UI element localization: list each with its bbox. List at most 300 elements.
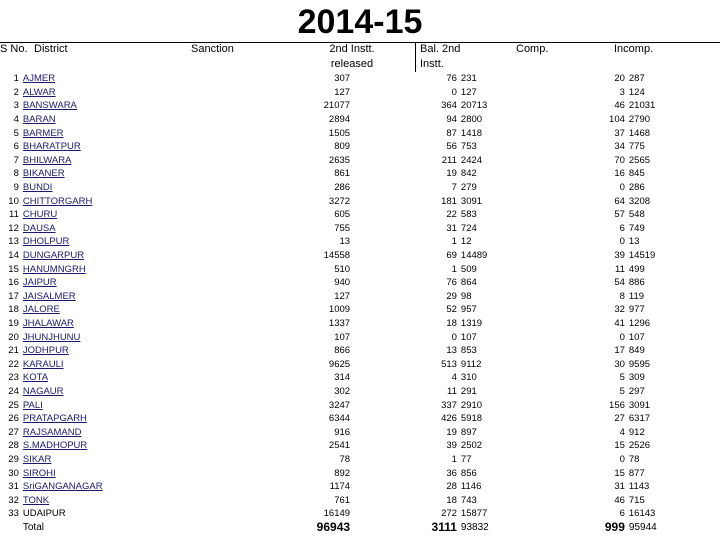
- row-balance: 1418: [460, 127, 483, 139]
- row-comp: 0: [619, 182, 625, 194]
- row-incomp: 3091: [628, 399, 651, 411]
- row-comp: 34: [614, 141, 625, 153]
- row-sno: 1: [13, 73, 19, 85]
- row-district-link[interactable]: DAUSA: [22, 222, 56, 234]
- row-incomp: 286: [628, 182, 645, 194]
- row-district: [21, 439, 156, 453]
- total-spacer: [156, 521, 245, 535]
- row-second-installment: 29: [446, 290, 457, 302]
- row-balance: 583: [460, 209, 477, 221]
- header-divider: [415, 42, 416, 72]
- row-spacer: [156, 222, 245, 236]
- row-district-link[interactable]: CHITTORGARH: [22, 195, 93, 207]
- row-district: [21, 330, 156, 344]
- row-district: [21, 493, 156, 507]
- row-sno: 13: [8, 236, 19, 248]
- row-comp: 6: [619, 508, 625, 520]
- row-district-link[interactable]: SriGANGANAGAR: [22, 481, 103, 493]
- row-spacer: [156, 194, 245, 208]
- row-second-installment: 19: [446, 426, 457, 438]
- row-sno: 10: [8, 195, 19, 207]
- row-spacer: [156, 181, 245, 195]
- table-row: [0, 453, 720, 467]
- row-district-link[interactable]: SIROHI: [22, 467, 56, 479]
- table-row: [0, 208, 720, 222]
- row-incomp: 21031: [628, 100, 656, 112]
- header-district: District: [34, 43, 68, 55]
- row-sno: 22: [8, 358, 19, 370]
- row-spacer: [156, 167, 245, 181]
- table-row: [0, 113, 720, 127]
- row-sanction: 605: [334, 209, 351, 221]
- row-incomp: 2526: [628, 440, 651, 452]
- total-incomp: 95944: [628, 521, 657, 533]
- row-second-installment: 1: [451, 263, 457, 275]
- row-spacer: [156, 466, 245, 480]
- row-incomp: 297: [628, 385, 645, 397]
- row-district-link[interactable]: JALORE: [22, 304, 60, 316]
- row-spacer: [156, 453, 245, 467]
- row-spacer: [156, 330, 245, 344]
- row-balance: 77: [460, 453, 472, 465]
- row-second-installment: 18: [446, 317, 457, 329]
- row-district: [21, 425, 156, 439]
- row-incomp: 78: [628, 453, 640, 465]
- row-spacer: [156, 344, 245, 358]
- total-balance: 93832: [460, 521, 489, 533]
- row-comp: 11: [615, 263, 625, 275]
- row-second-installment: 69: [446, 250, 457, 262]
- row-second-installment: 364: [441, 100, 457, 112]
- row-comp: 64: [614, 195, 625, 207]
- row-incomp: 2565: [628, 154, 651, 166]
- row-district-link[interactable]: DHOLPUR: [22, 236, 70, 248]
- row-incomp: 775: [628, 141, 645, 153]
- row-sanction: 107: [334, 331, 351, 343]
- row-district-link[interactable]: JHUNJHUNU: [22, 331, 81, 343]
- row-sanction: 809: [334, 141, 351, 153]
- row-comp: 5: [619, 385, 625, 397]
- row-balance: 2502: [460, 440, 483, 452]
- row-second-installment: 426: [441, 413, 457, 425]
- header-sanction: Sanction: [191, 43, 234, 55]
- row-sno: 26: [8, 413, 19, 425]
- row-incomp: 849: [628, 345, 645, 357]
- row-sanction: 916: [334, 426, 351, 438]
- table-row: [0, 439, 720, 453]
- table-row: [0, 507, 720, 521]
- row-district-link[interactable]: BUNDI: [22, 182, 53, 194]
- header-second-installment: 2nd Instt. released: [329, 43, 375, 70]
- row-sno: 20: [8, 331, 19, 343]
- row-second-installment: 76: [446, 73, 457, 85]
- row-balance: 310: [460, 372, 477, 384]
- row-incomp: 977: [628, 304, 645, 316]
- row-spacer: [156, 507, 245, 521]
- row-balance: 864: [460, 277, 477, 289]
- row-comp: 16: [614, 168, 625, 180]
- row-sanction: 3247: [328, 399, 351, 411]
- row-sno: 8: [13, 168, 19, 180]
- row-sanction: 892: [334, 467, 351, 479]
- table-row: [0, 371, 720, 385]
- row-comp: 57: [614, 209, 625, 221]
- table-row: [0, 344, 720, 358]
- row-incomp: 119: [628, 290, 645, 302]
- row-incomp: 499: [628, 263, 645, 275]
- row-district-link[interactable]: BHARATPUR: [22, 141, 81, 153]
- row-district: [21, 249, 156, 263]
- row-balance: 842: [460, 168, 477, 180]
- total-comp: 999: [604, 520, 625, 534]
- row-comp: 32: [614, 304, 625, 316]
- row-incomp: 715: [628, 494, 645, 506]
- row-comp: 0: [619, 331, 625, 343]
- row-district-link[interactable]: KARAULI: [22, 358, 64, 370]
- row-comp: 0: [619, 453, 625, 465]
- row-sanction: 78: [339, 453, 351, 465]
- row-sno: 14: [8, 250, 19, 262]
- row-sno: 11: [9, 209, 19, 221]
- row-incomp: 886: [628, 277, 645, 289]
- row-district: [21, 222, 156, 236]
- row-balance: 1146: [460, 481, 482, 493]
- row-district: UDAIPUR: [22, 508, 66, 520]
- row-district-link[interactable]: TONK: [22, 494, 50, 506]
- row-district: [21, 453, 156, 467]
- row-district: [21, 398, 156, 412]
- row-comp: 104: [609, 114, 625, 126]
- row-spacer: [156, 317, 245, 331]
- row-comp: 70: [614, 154, 625, 166]
- row-district-link[interactable]: CHURU: [22, 209, 58, 221]
- row-district-link[interactable]: BARAN: [22, 114, 56, 126]
- row-balance: 107: [460, 331, 477, 343]
- row-incomp: 845: [628, 168, 645, 180]
- table-row: [0, 222, 720, 236]
- row-spacer: [156, 86, 245, 100]
- row-spacer: [156, 385, 245, 399]
- row-comp: 156: [609, 399, 625, 411]
- row-second-installment: 0: [451, 331, 457, 343]
- row-spacer: [156, 493, 245, 507]
- table-row: [0, 398, 720, 412]
- row-district-link[interactable]: NAGAUR: [22, 385, 64, 397]
- row-sno: 7: [13, 154, 19, 166]
- row-incomp: 548: [628, 209, 645, 221]
- table-body: [0, 72, 720, 534]
- row-sanction: 2541: [328, 440, 351, 452]
- row-spacer: [156, 113, 245, 127]
- row-sno: 2: [13, 86, 19, 98]
- row-sanction: 1505: [328, 127, 351, 139]
- row-balance: 15877: [460, 508, 488, 520]
- row-sanction: 510: [334, 263, 351, 275]
- total-label: Total: [22, 521, 44, 533]
- row-sanction: 3272: [328, 195, 351, 207]
- row-district-link[interactable]: BHILWARA: [22, 154, 72, 166]
- row-district-link[interactable]: JODHPUR: [22, 345, 69, 357]
- table-row: [0, 385, 720, 399]
- row-district-link[interactable]: SIKAR: [22, 453, 52, 465]
- row-comp: 31: [614, 481, 625, 493]
- row-second-installment: 39: [446, 440, 457, 452]
- row-spacer: [156, 412, 245, 426]
- row-second-installment: 4: [451, 372, 457, 384]
- row-spacer: [156, 208, 245, 222]
- row-district-link[interactable]: ALWAR: [22, 86, 56, 98]
- table-row: [0, 276, 720, 290]
- row-district-link[interactable]: JHALAWAR: [22, 317, 74, 329]
- row-sno: 3: [13, 100, 19, 112]
- total-sanction: 96943: [316, 520, 351, 534]
- row-sanction: 861: [334, 168, 351, 180]
- total-sno: [0, 521, 21, 535]
- row-district: [21, 344, 156, 358]
- row-incomp: 9595: [628, 358, 651, 370]
- header-incomp: Incomp.: [614, 43, 654, 55]
- row-sanction: 302: [334, 385, 351, 397]
- row-comp: 5: [619, 372, 625, 384]
- row-district: [21, 154, 156, 168]
- row-comp: 15: [614, 440, 625, 452]
- row-second-installment: 1: [451, 236, 457, 248]
- page-title: 2014-15: [297, 3, 423, 41]
- row-district-link[interactable]: BARMER: [22, 127, 64, 139]
- header-sno: S No.: [0, 43, 28, 55]
- row-balance: 231: [460, 73, 477, 85]
- row-second-installment: 28: [446, 481, 457, 493]
- row-district-link[interactable]: DUNGARPUR: [22, 250, 85, 262]
- row-sanction: 6344: [328, 413, 351, 425]
- table-row: [0, 126, 720, 140]
- row-district-link[interactable]: HANUMNGRH: [22, 263, 86, 275]
- row-spacer: [156, 276, 245, 290]
- row-balance: 853: [460, 345, 477, 357]
- row-district-link[interactable]: AJMER: [22, 73, 56, 85]
- table-row: [0, 480, 720, 494]
- row-incomp: 124: [628, 86, 645, 98]
- row-spacer: [156, 398, 245, 412]
- district-table: [0, 72, 720, 534]
- row-comp: 30: [614, 358, 625, 370]
- row-sanction: 1174: [329, 481, 351, 493]
- row-district-link[interactable]: PRATAPGARH: [22, 413, 87, 425]
- row-sno: 16: [8, 277, 19, 289]
- row-comp: 46: [614, 494, 625, 506]
- row-spacer: [156, 249, 245, 263]
- row-comp: 3: [619, 86, 625, 98]
- row-spacer: [156, 371, 245, 385]
- table-row: [0, 466, 720, 480]
- row-balance: 724: [460, 222, 477, 234]
- row-incomp: 3208: [628, 195, 651, 207]
- row-balance: 14489: [460, 250, 488, 262]
- row-sanction: 16149: [323, 508, 351, 520]
- row-district-link[interactable]: BANSWARA: [22, 100, 77, 112]
- row-sno: 18: [8, 304, 19, 316]
- row-second-installment: 0: [451, 86, 457, 98]
- row-comp: 39: [614, 250, 625, 262]
- row-comp: 20: [614, 73, 625, 85]
- row-district: [21, 167, 156, 181]
- row-comp: 4: [619, 426, 625, 438]
- row-spacer: [156, 290, 245, 304]
- row-second-installment: 31: [446, 222, 457, 234]
- row-district: [21, 276, 156, 290]
- row-district: [21, 99, 156, 113]
- table-row: [0, 290, 720, 304]
- row-sanction: 314: [334, 372, 351, 384]
- row-incomp: 16143: [628, 508, 656, 520]
- row-balance: 9112: [460, 358, 482, 370]
- row-spacer: [156, 235, 245, 249]
- row-second-installment: 11: [447, 385, 457, 397]
- table-row: [0, 140, 720, 154]
- row-sno: 17: [8, 290, 19, 302]
- row-balance: 2910: [460, 399, 483, 411]
- row-spacer: [156, 303, 245, 317]
- row-second-installment: 52: [446, 304, 457, 316]
- row-spacer: [156, 425, 245, 439]
- row-district-link[interactable]: JAIPUR: [22, 277, 57, 289]
- row-district: [21, 113, 156, 127]
- row-second-installment: 18: [446, 494, 457, 506]
- row-second-installment: 1: [451, 453, 457, 465]
- row-balance: 1319: [460, 317, 483, 329]
- total-second-installment: 3111: [431, 520, 457, 534]
- header-comp: Comp.: [516, 43, 549, 55]
- row-incomp: 13: [628, 236, 640, 248]
- row-district: [21, 317, 156, 331]
- row-comp: 17: [614, 345, 625, 357]
- row-sno: 19: [8, 317, 19, 329]
- row-balance: 20713: [460, 100, 488, 112]
- row-district-link[interactable]: PALI: [22, 399, 43, 411]
- row-spacer: [156, 154, 245, 168]
- row-district-link[interactable]: RAJSAMAND: [22, 426, 82, 438]
- row-incomp: 1143: [628, 481, 650, 493]
- row-second-installment: 94: [446, 114, 457, 126]
- row-sno: 33: [8, 508, 19, 520]
- row-district: [21, 357, 156, 371]
- row-incomp: 6317: [628, 413, 651, 425]
- row-spacer: [156, 72, 245, 86]
- row-district: [21, 86, 156, 100]
- table-row: [0, 154, 720, 168]
- row-sno: 30: [8, 467, 19, 479]
- row-district-link[interactable]: S.MADHOPUR: [22, 440, 88, 452]
- row-district: [21, 140, 156, 154]
- row-sno: 23: [8, 372, 19, 384]
- table-row: [0, 330, 720, 344]
- row-district-link[interactable]: BIKANER: [22, 168, 65, 180]
- row-balance: 2800: [460, 114, 483, 126]
- row-district: [21, 194, 156, 208]
- row-sno: 21: [8, 345, 19, 357]
- row-second-installment: 19: [446, 168, 457, 180]
- row-sno: 27: [8, 426, 19, 438]
- row-second-installment: 181: [441, 195, 457, 207]
- row-district: [21, 72, 156, 86]
- row-balance: 98: [460, 290, 472, 302]
- row-district: [21, 290, 156, 304]
- row-incomp: 877: [628, 467, 645, 479]
- row-incomp: 14519: [628, 250, 656, 262]
- row-comp: 0: [619, 236, 625, 248]
- row-district: [21, 412, 156, 426]
- row-balance: 856: [460, 467, 477, 479]
- row-district: [21, 126, 156, 140]
- row-spacer: [156, 357, 245, 371]
- header-rule: [0, 42, 720, 43]
- row-district: [21, 371, 156, 385]
- row-sno: 29: [8, 453, 19, 465]
- row-sanction: 755: [334, 222, 351, 234]
- table-row: [0, 303, 720, 317]
- row-balance: 743: [460, 494, 477, 506]
- row-sno: 6: [13, 141, 19, 153]
- row-balance: 5918: [460, 413, 483, 425]
- row-second-installment: 13: [446, 345, 457, 357]
- row-sno: 5: [13, 127, 19, 139]
- row-comp: 54: [614, 277, 625, 289]
- row-incomp: 287: [628, 73, 645, 85]
- row-sanction: 127: [334, 290, 351, 302]
- row-district: [21, 208, 156, 222]
- row-balance: 753: [460, 141, 477, 153]
- row-incomp: 107: [628, 331, 645, 343]
- table-row: [0, 425, 720, 439]
- row-sno: 24: [8, 385, 19, 397]
- row-district: [21, 262, 156, 276]
- table-row: [0, 72, 720, 86]
- table-row: [0, 249, 720, 263]
- table-row: [0, 167, 720, 181]
- row-sno: 12: [8, 222, 19, 234]
- row-sanction: 2635: [328, 154, 351, 166]
- table-row: [0, 493, 720, 507]
- row-comp: 46: [614, 100, 625, 112]
- header-balance: Bal. 2nd Instt.: [420, 43, 461, 70]
- table-row: [0, 86, 720, 100]
- row-sanction: 14558: [323, 250, 351, 262]
- row-district: [21, 303, 156, 317]
- row-balance: 3091: [460, 195, 483, 207]
- row-second-installment: 211: [441, 154, 457, 166]
- row-sanction: 1009: [328, 304, 351, 316]
- row-district: [21, 466, 156, 480]
- row-district-link[interactable]: JAISALMER: [22, 290, 76, 302]
- row-second-installment: 7: [451, 182, 457, 194]
- row-balance: 291: [460, 385, 477, 397]
- row-sno: 28: [8, 440, 19, 452]
- row-sanction: 2894: [328, 114, 351, 126]
- table-row: [0, 235, 720, 249]
- row-incomp: 2790: [628, 114, 651, 126]
- row-district-link[interactable]: KOTA: [22, 372, 49, 384]
- row-district: [21, 181, 156, 195]
- row-sanction: 761: [334, 494, 351, 506]
- row-second-installment: 272: [441, 508, 457, 520]
- table-row: [0, 181, 720, 195]
- row-sanction: 9625: [328, 358, 351, 370]
- row-spacer: [156, 99, 245, 113]
- row-spacer: [156, 262, 245, 276]
- row-second-installment: 22: [446, 209, 457, 221]
- row-sanction: 13: [339, 236, 351, 248]
- row-sanction: 866: [334, 345, 351, 357]
